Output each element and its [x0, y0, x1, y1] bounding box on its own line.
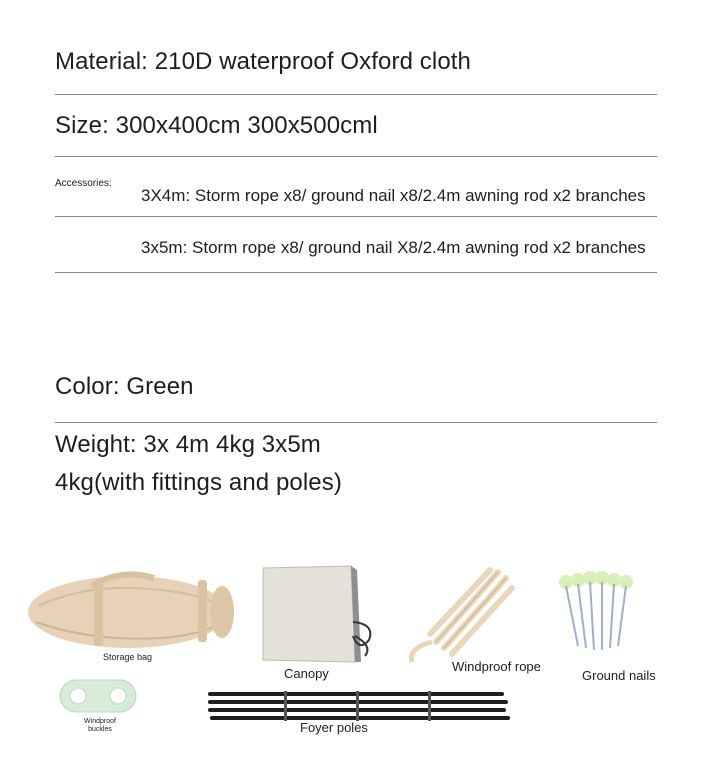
- canopy-caption: Canopy: [284, 666, 329, 681]
- foyer-poles-caption: Foyer poles: [300, 720, 368, 735]
- windproof-buckles-caption-line1: Windproof: [84, 718, 116, 725]
- divider: [55, 272, 657, 273]
- windproof-buckles-image: [56, 674, 140, 718]
- foyer-poles-image: [206, 690, 512, 724]
- accessories-3x5: 3x5m: Storm rope x8/ ground nail X8/2.4m awning rod x2 branches: [141, 238, 646, 257]
- windproof-rope-image: [402, 562, 520, 670]
- windproof-buckles-caption: [80, 718, 120, 734]
- divider: [55, 156, 657, 157]
- divider: [55, 216, 657, 217]
- material-spec: Material: 210D waterproof Oxford cloth: [55, 48, 471, 75]
- divider: [55, 422, 657, 423]
- accessories-label: Accessories:: [55, 178, 112, 189]
- divider: [55, 94, 657, 95]
- storage-bag-image: [22, 566, 238, 652]
- weight-spec-line2: 4kg(with fittings and poles): [55, 469, 342, 496]
- size-spec: Size: 300x400cm 300x500cml: [55, 112, 378, 139]
- windproof-buckles-caption-line2: buckles: [88, 726, 112, 733]
- windproof-rope-caption: Windproof rope: [452, 659, 541, 674]
- canopy-image: [255, 562, 383, 666]
- accessories-3x4: 3X4m: Storm rope x8/ ground nail x8/2.4m awning rod x2 branches: [141, 186, 646, 205]
- color-spec: Color: Green: [55, 373, 194, 400]
- weight-spec-line1: Weight: 3x 4m 4kg 3x5m: [55, 431, 321, 458]
- ground-nails-image: [546, 566, 642, 658]
- storage-bag-caption: Storage bag: [103, 652, 153, 662]
- ground-nails-caption: Ground nails: [582, 668, 656, 683]
